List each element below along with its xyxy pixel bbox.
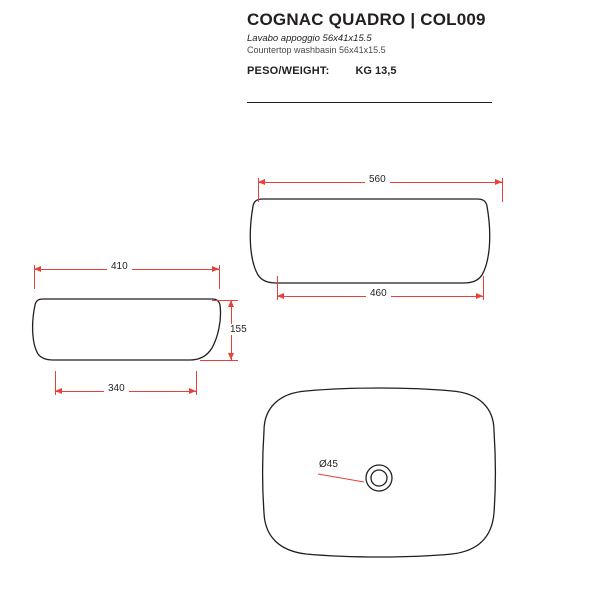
dim-label-155: 155 — [226, 324, 251, 335]
dim-ext-460-right — [483, 276, 484, 300]
dim-label-560: 560 — [365, 174, 390, 185]
dim-ext-410-right — [219, 265, 220, 289]
dim-arrow-560-right — [495, 179, 502, 185]
dim-ext-410-left — [34, 265, 35, 289]
dim-label-410: 410 — [107, 261, 132, 272]
dim-label-drain: Ø45 — [315, 459, 342, 470]
side-view — [28, 296, 228, 364]
front-view — [245, 195, 495, 290]
dim-ext-155-top — [212, 300, 238, 301]
weight-row — [247, 65, 587, 77]
side-view-outline — [28, 296, 228, 364]
weight-value: KG 13,5 — [355, 65, 397, 77]
dim-ext-340-right — [196, 371, 197, 395]
dim-label-460: 460 — [366, 288, 391, 299]
subtitle-italian: Lavabo appoggio 56x41x15.5 — [247, 33, 372, 44]
dim-arrow-155-top — [228, 300, 234, 307]
header-divider — [247, 102, 492, 103]
dim-arrow-560-left — [258, 179, 265, 185]
header-block — [247, 10, 587, 77]
dim-arrow-340-left — [55, 388, 62, 394]
weight-label: PESO/WEIGHT: — [247, 65, 330, 77]
dim-arrow-410-right — [212, 266, 219, 272]
subtitle-english: Countertop washbasin 56x41x15.5 — [247, 45, 386, 55]
dim-arrow-460-left — [277, 293, 284, 299]
dim-arrow-410-left — [34, 266, 41, 272]
dim-ext-560-left — [258, 178, 259, 202]
page-title: COGNAC QUADRO | COL009 — [247, 10, 486, 29]
dim-arrow-155-bottom — [228, 353, 234, 360]
dim-ext-460-left — [277, 276, 278, 300]
dim-ext-340-left — [55, 371, 56, 395]
dim-arrow-340-right — [189, 388, 196, 394]
front-view-outline — [245, 195, 495, 290]
dim-ext-560-right — [502, 178, 503, 202]
dim-label-340: 340 — [104, 383, 129, 394]
dim-ext-155-bottom — [200, 360, 238, 361]
dim-arrow-460-right — [476, 293, 483, 299]
